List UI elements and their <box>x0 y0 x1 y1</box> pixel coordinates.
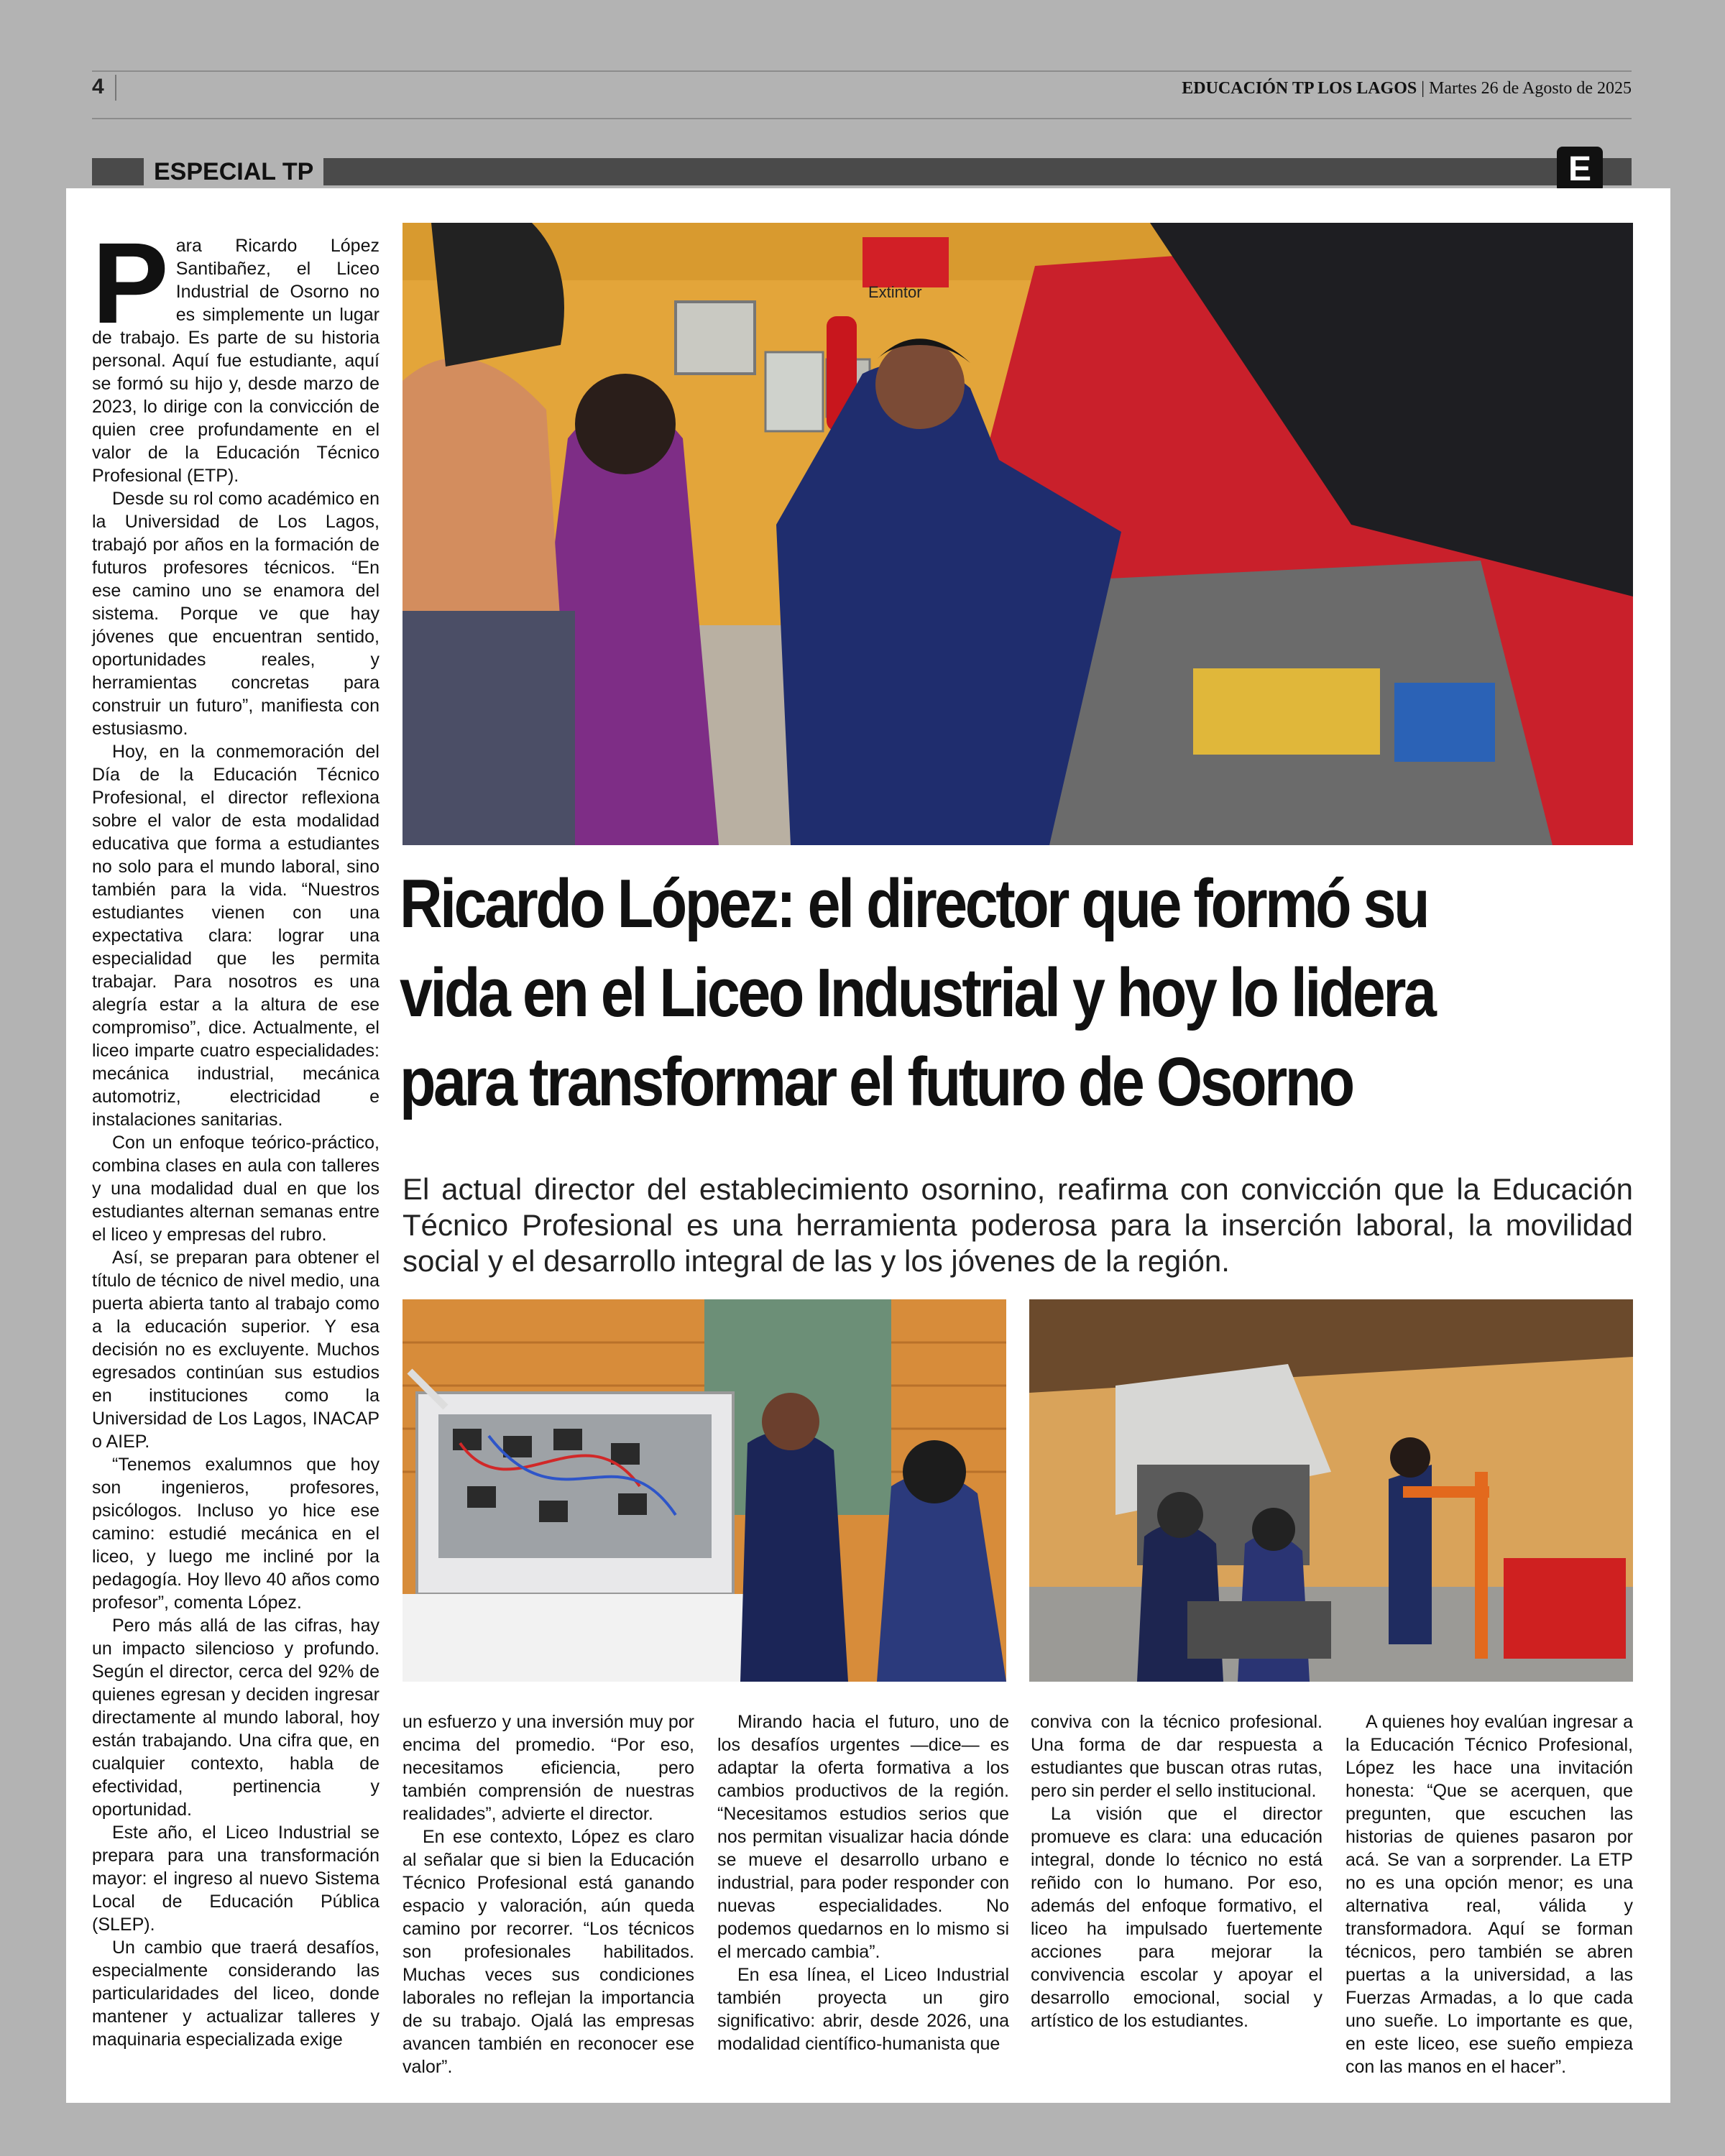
auto-workshop-illustration <box>1029 1299 1633 1682</box>
electrical-lab-illustration <box>402 1299 1006 1682</box>
article-column-4 <box>1031 1710 1322 2032</box>
paragraph: conviva con la técnico profesional. Una forma de dar respuesta a estudiantes que buscan otras rutas, pero sin perder el sello institucional. <box>1031 1712 1322 1801</box>
paragraph: un esfuerzo y una inversión muy por encima del promedio. “Por eso, necesitamos eficiencia, pero también comprensión de nuestras realidades”, advierte el director. <box>402 1712 694 1824</box>
masthead: EDUCACIÓN TP LOS LAGOS | Martes 26 de Agosto de 2025 <box>1182 79 1632 98</box>
paragraph: “Tenemos exalumnos que hoy son ingenieros, profesores, psicólogos. Incluso yo hice ese camino: estudié mecánica en el liceo, y luego me incliné por la pedagogía. Hoy llevo 40 años como profesor”, comenta López. <box>92 1455 380 1613</box>
article-column-1 <box>92 218 380 2088</box>
headline-line: vida en el Liceo Industrial y hoy lo lidera <box>400 954 1435 1031</box>
publication-date: Martes 26 de Agosto de 2025 <box>1429 79 1632 98</box>
section-label: ESPECIAL TP <box>144 154 323 190</box>
top-rule <box>92 70 1632 72</box>
article-headline <box>400 860 1463 1127</box>
paragraph: Así, se preparan para obtener el título de técnico de nivel medio, una puerta abierta tanto al trabajo como a la educación superior. Y esa decisión no es excluyente. Muchos egresados continúan sus estudios en instituciones como la Universidad de Los Lagos, INACAP o AIEP. <box>92 1248 380 1452</box>
paragraph: En esa línea, el Liceo Industrial también proyecta un giro significativo: abrir, desde 2026, una modalidad científico-humanista que <box>717 1965 1009 2054</box>
main-photo-illustration <box>402 223 1633 845</box>
paragraph: A quienes hoy evalúan ingresar a la Educación Técnico Profesional, López les hace una invitación honesta: “Que se acerquen, que pregunten, que escuchen las historias de quienes pasaron por acá. Se van a sorprender. La ETP no es una opción menor; es una alternativa real, válida y transformadora. Aquí se forman técnicos, pero también se abren puertas a la universidad, a las Fuerzas Armadas, a lo que cada uno sueñe. Lo importante es que, en este liceo, ese sueño empieza con las manos en el hacer”. <box>1346 1712 1633 2077</box>
publication-name: EDUCACIÓN TP LOS LAGOS <box>1182 79 1417 98</box>
header-rule <box>92 118 1632 119</box>
paragraph: Este año, el Liceo Industrial se prepara para una transformación mayor: el ingreso al nuevo Sistema Local de Educación Pública (SLEP). <box>92 1823 380 1935</box>
page-number-divider <box>115 75 116 101</box>
article-column-2 <box>402 1710 694 2078</box>
main-photo-workshop <box>402 223 1633 845</box>
paragraph: Pero más allá de las cifras, hay un impacto silencioso y profundo. Según el director, cerca del 92% de quienes egresan y deciden ingresar directamente al mundo laboral, hoy están trabajando. Una cifra que, en cualquier contexto, habla de efectividad, pertinencia y oportunidad. <box>92 1616 380 1820</box>
photo-auto-workshop <box>1029 1299 1633 1682</box>
paragraph: Desde su rol como académico en la Universidad de Los Lagos, trabajó por años en la formación de futuros profesores técnicos. “En ese camino uno se enamora del sistema. Porque ve que hay jóvenes que encuentran sentido, oportunidades reales, y herramientas concretas para construir un futuro”, manifiesta con estusiasmo. <box>92 489 380 739</box>
paragraph: La visión que el director promueve es clara: una educación integral, donde lo técnico no está reñido con lo humano. Por eso, además del enfoque formativo, el liceo ha impulsado fuertemente acciones para mejorar la convivencia escolar y apoyar el desarrollo emocional, social y artístico de los estudiantes. <box>1031 1804 1322 2031</box>
paragraph: Un cambio que traerá desafíos, especialmente considerando las particularidades del liceo, donde mantener y actualizar talleres y maquinaria especializada exige <box>92 1938 380 2050</box>
paragraph: En ese contexto, López es claro al señalar que si bien la Educación Técnico Profesional está ganando espacio y valoración, aún queda camino por recorrer. “Los técnicos son profesionales habilitados. Muchas veces sus condiciones laborales no reflejan la importancia de su trabajo. Ojalá las empresas avancen también en reconocer ese valor”. <box>402 1827 694 2077</box>
headline-line: para transformar el futuro de Osorno <box>400 1044 1353 1120</box>
article-column-5 <box>1346 1710 1633 2078</box>
photo-electrical-lab <box>402 1299 1006 1682</box>
lead-text: ara Ricardo López Santibañez, el Liceo Industrial de Osorno no es simplemente un lugar de trabajo. Es parte de su historia personal. Aquí fue estudiante, aquí se formó su hijo y, desde marzo de 2023, lo dirige con la convicción de quien cree profundamente en el valor de la Educación Técnico Profesional (ETP). <box>92 236 380 486</box>
paragraph: Mirando hacia el futuro, uno de los desafíos urgentes —dice— es adaptar la oferta formativa a los cambios productivos de la región. “Necesitamos estudios serios que nos permitan visualizar hacia dónde se mueve el desarrollo urbano e industrial, para poder responder con nuevas especialidades. No podemos quedarnos en lo mismo si el mercado cambia”. <box>717 1712 1009 1962</box>
page-number: 4 <box>92 75 104 98</box>
lead-paragraph <box>92 218 380 487</box>
article-deck: El actual director del establecimiento osornino, reafirma con convicción que la Educación Técnico Profesional es una herramienta poderosa para la inserción laboral, la movilidad social y el desarrollo integral de las y los jóvenes de la región. <box>402 1172 1633 1278</box>
paragraph: Con un enfoque teórico-práctico, combina clases en aula con talleres y una modalidad dual en que los estudiantes alternan semanas entre el liceo y empresas del rubro. <box>92 1133 380 1245</box>
section-logo-icon: E <box>1557 147 1603 193</box>
extinguisher-sign: Extintor <box>868 283 922 301</box>
paragraph: Hoy, en la conmemoración del Día de la Educación Técnico Profesional, el director reflexiona sobre el valor de esta modalidad educativa que forma a estudiantes no solo para el mundo laboral, sino también para la vida. “Nuestros estudiantes vienen con una expectativa clara: lograr una especialidad que les permita trabajar. Para nosotros es una alegría estar a la altura de ese compromiso”, dice. Actualmente, el liceo imparte cuatro especialidades: mecánica industrial, mecánica automotriz, electricidad e instalaciones sanitarias. <box>92 742 380 1130</box>
drop-cap: P <box>92 218 169 347</box>
article-column-3 <box>717 1710 1009 2055</box>
headline-line: Ricardo López: el director que formó su <box>400 865 1428 942</box>
